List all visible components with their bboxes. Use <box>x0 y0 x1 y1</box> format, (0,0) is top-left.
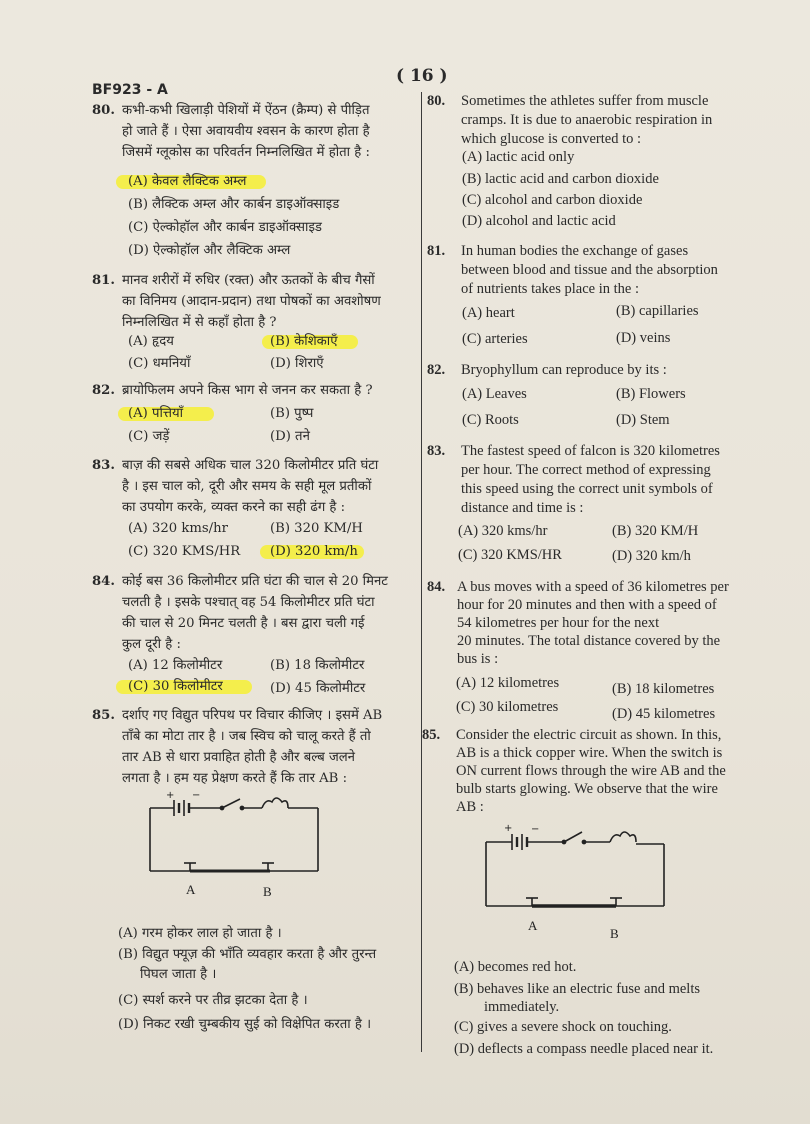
question-line: चलती है । इसके पश्चात् वह 54 किलोमीटर प्रति घंटा <box>122 595 375 610</box>
question-line: हो जाते हैं । ऐसा अवायवीय श्वसन के कारण होता है <box>122 124 370 139</box>
question-number: 84. <box>92 574 115 589</box>
option-d: (D) निकट रखी चुम्बकीय सुई को विक्षेपित करता है । <box>118 1017 372 1032</box>
option-c: (C) ऐल्कोहॉल और कार्बन डाइऑक्साइड <box>128 220 322 235</box>
question-line: है । इस चाल को, दूरी और समय के सही मूल प्रतीकों <box>122 479 372 494</box>
option-d: (D) 45 kilometres <box>612 706 716 722</box>
plus-sign: + <box>166 790 175 801</box>
question-number: 83. <box>427 443 446 459</box>
option-a: (A) lactic acid only <box>462 149 575 165</box>
label-b: B <box>263 884 272 899</box>
question-line: AB : <box>456 799 484 815</box>
option-a: (A) 12 किलोमीटर <box>128 658 223 673</box>
question-line: 54 kilometres per hour for the next <box>457 615 660 631</box>
question-number: 80. <box>92 103 115 118</box>
question-line: Consider the electric circuit as shown. In this, <box>456 727 722 743</box>
option-b: (B) विद्युत फ्यूज़ की भाँति व्यवहार करता है और तुरन्त <box>118 947 377 962</box>
question-line: A bus moves with a speed of 36 kilometres per <box>457 579 729 595</box>
question-line: दर्शाए गए विद्युत परिपथ पर विचार कीजिए । इसमें AB <box>122 708 383 723</box>
option-c: (C) alcohol and carbon dioxide <box>462 192 643 208</box>
option-a: (A) गरम होकर लाल हो जाता है । <box>118 926 282 941</box>
option-b: (B) 320 KM/H <box>270 521 363 536</box>
question-line: कभी-कभी खिलाड़ी पेशियों में ऐंठन (क्रैम्प) से पीड़ित <box>122 103 370 118</box>
option-d: (D) ऐल्कोहॉल और लैक्टिक अम्ल <box>128 243 291 258</box>
option-c: (C) धमनियाँ <box>128 356 191 371</box>
option-d: (D) Stem <box>616 412 670 428</box>
question-number: 82. <box>427 362 446 378</box>
option-a: (A) 320 kms/hr <box>458 523 548 539</box>
question-number: 84. <box>427 579 446 595</box>
option-d: (D) 320 km/h <box>270 544 358 559</box>
paper-code: BF923 - A <box>92 82 168 98</box>
option-b: (B) lactic acid and carbon dioxide <box>462 171 659 187</box>
option-d: (D) deflects a compass needle placed near it. <box>454 1041 714 1057</box>
option-c: (C) 320 KMS/HR <box>458 547 562 563</box>
option-b: (B) 18 किलोमीटर <box>270 658 365 673</box>
question-line: मानव शरीरों में रुधिर (रक्त) और ऊतकों के बीच गैसों <box>122 273 375 288</box>
circuit-diagram-hindi <box>140 786 330 904</box>
question-number: 81. <box>427 243 446 259</box>
option-c: (C) 320 KMS/HR <box>128 544 241 559</box>
question-line: distance and time is : <box>461 500 584 516</box>
column-divider <box>421 92 422 1052</box>
question-line: Bryophyllum can reproduce by its : <box>461 362 667 378</box>
question-line: of nutrients takes place in the : <box>461 281 639 297</box>
option-d: (D) 45 किलोमीटर <box>270 681 366 696</box>
option-c: (C) Roots <box>462 412 519 428</box>
option-d: (D) शिराएँ <box>270 356 324 371</box>
question-line: The fastest speed of falcon is 320 kilometres <box>461 443 720 459</box>
question-number: 82. <box>92 383 115 398</box>
question-number: 81. <box>92 273 115 288</box>
question-line: जिसमें ग्लूकोस का परिवर्तन निम्नलिखित में होता है : <box>122 145 370 160</box>
question-line: between blood and tissue and the absorption <box>461 262 718 278</box>
option-b: (B) केशिकाएँ <box>270 334 338 349</box>
option-a: (A) becomes red hot. <box>454 959 577 975</box>
label-a: A <box>528 918 538 933</box>
question-line: AB is a thick copper wire. When the switch is <box>456 745 723 761</box>
label-a: A <box>186 882 196 897</box>
question-line: निम्नलिखित में से कहाँ होता है ? <box>122 315 277 330</box>
option-d: (D) veins <box>616 330 671 346</box>
question-line: In human bodies the exchange of gases <box>461 243 689 259</box>
question-line: का विनिमय (आदान-प्रदान) तथा पोषकों का अवशोषण <box>122 294 381 309</box>
plus-sign: + <box>504 823 513 834</box>
question-line: ब्रायोफिलम अपने किस भाग से जनन कर सकता है ? <box>122 383 373 398</box>
option-c: (C) 30 kilometres <box>456 699 559 715</box>
question-line: this speed using the correct unit symbols of <box>461 481 713 497</box>
label-b: B <box>610 926 619 941</box>
circuit-diagram-english <box>476 818 676 946</box>
question-line: cramps. It is due to anaerobic respiration in <box>461 112 713 128</box>
page-number: ( 16 ) <box>396 66 448 86</box>
option-b: (B) 320 KM/H <box>612 523 699 539</box>
question-line: बाज़ की सबसे अधिक चाल 320 किलोमीटर प्रति घंटा <box>122 458 379 473</box>
option-b: (B) पुष्प <box>270 406 314 421</box>
question-number: 85. <box>92 708 115 723</box>
question-line: bus is : <box>457 651 499 667</box>
option-b-continued: पिघल जाता है । <box>140 967 217 982</box>
option-c: (C) स्पर्श करने पर तीव्र झटका देता है । <box>118 993 308 1008</box>
minus-sign: − <box>192 790 201 801</box>
question-line: 20 minutes. The total distance covered by the <box>457 633 721 649</box>
option-a: (A) हृदय <box>128 334 174 349</box>
question-line: तार AB से धारा प्रवाहित होती है और बल्ब जलने <box>122 750 355 765</box>
option-b-continued: immediately. <box>484 999 560 1015</box>
option-a: (A) पत्तियाँ <box>128 406 184 421</box>
question-line: hour for 20 minutes and then with a speed of <box>457 597 717 613</box>
question-line: which glucose is converted to : <box>461 131 641 147</box>
question-number: 80. <box>427 93 446 109</box>
option-a: (A) heart <box>462 305 515 321</box>
question-number: 85. <box>422 727 441 743</box>
question-line: कोई बस 36 किलोमीटर प्रति घंटा की चाल से 20 मिनट <box>122 574 388 589</box>
question-line: per hour. The correct method of expressing <box>461 462 711 478</box>
option-b: (B) capillaries <box>616 303 699 319</box>
option-a: (A) 320 kms/hr <box>128 521 228 536</box>
minus-sign: − <box>531 824 540 835</box>
question-line: का उपयोग करके, व्यक्त करने का सही ढंग है : <box>122 500 346 515</box>
question-line: ताँबे का मोटा तार है । जब स्विच को चालू करते हैं तो <box>122 729 371 744</box>
option-c: (C) gives a severe shock on touching. <box>454 1019 672 1035</box>
option-a: (A) Leaves <box>462 386 527 402</box>
option-d: (D) 320 km/h <box>612 548 691 564</box>
option-c: (C) 30 किलोमीटर <box>128 679 223 694</box>
question-line: bulb starts glowing. We observe that the wire <box>456 781 718 797</box>
option-b: (B) behaves like an electric fuse and melts <box>454 981 700 997</box>
question-line: कुल दूरी है : <box>122 637 181 652</box>
option-b: (B) Flowers <box>616 386 686 402</box>
question-line: लगता है । हम यह प्रेक्षण करते हैं कि तार AB : <box>122 771 348 786</box>
option-a: (A) 12 kilometres <box>456 675 560 691</box>
option-a: (A) केवल लैक्टिक अम्ल <box>128 174 247 189</box>
option-b: (B) लैक्टिक अम्ल और कार्बन डाइऑक्साइड <box>128 197 340 212</box>
question-line: Sometimes the athletes suffer from muscle <box>461 93 709 109</box>
option-c: (C) arteries <box>462 331 528 347</box>
question-line: ON current flows through the wire AB and the <box>456 763 726 779</box>
option-b: (B) 18 kilometres <box>612 681 715 697</box>
option-d: (D) alcohol and lactic acid <box>462 213 616 229</box>
question-number: 83. <box>92 458 115 473</box>
option-c: (C) जड़ें <box>128 429 170 444</box>
option-d: (D) तने <box>270 429 310 444</box>
question-line: की चाल से 20 मिनट चलती है । बस द्वारा चली गई <box>122 616 365 631</box>
